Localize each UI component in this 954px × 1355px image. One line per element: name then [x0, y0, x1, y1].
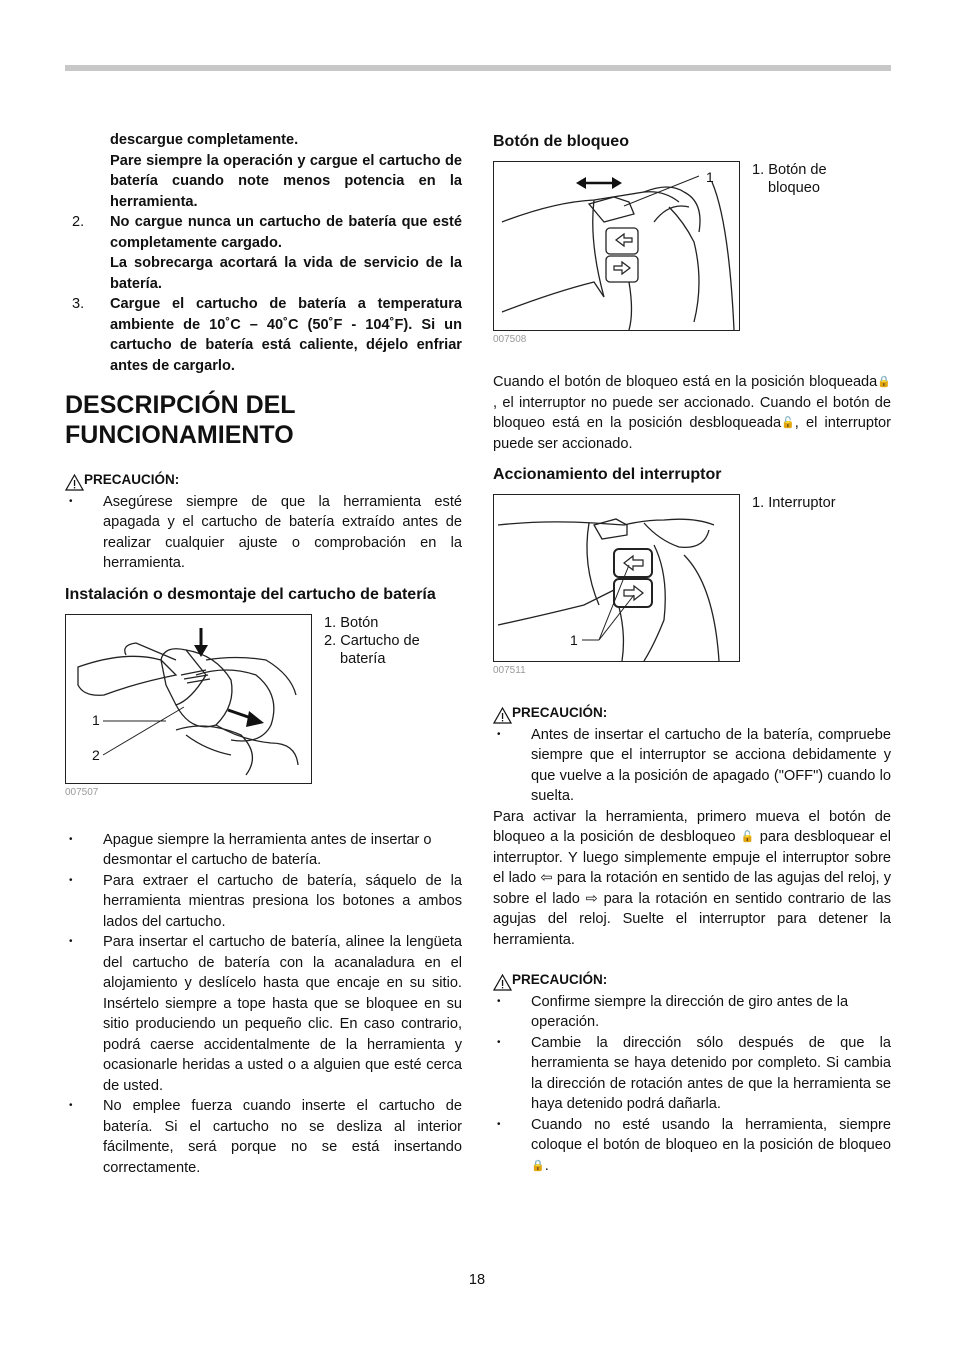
section-heading-line-1: DESCRIPCIÓN DEL	[65, 391, 296, 419]
unlock-icon: 🔓	[740, 831, 755, 843]
numbered-item-2	[65, 212, 462, 294]
list-item	[65, 830, 462, 871]
warning-triangle-icon	[65, 474, 84, 491]
switch-illustration	[493, 494, 740, 662]
section-heading	[65, 390, 462, 450]
figure-lock-button	[493, 161, 891, 331]
arrow-left-icon: ⇦	[540, 870, 553, 886]
bullet-dot: •	[69, 874, 73, 886]
lock-button-illustration	[493, 161, 740, 331]
switch-drawing	[494, 495, 739, 661]
list-item-text: Para insertar el cartucho de batería, alinee la lengüeta del cartucho de batería con la acanaladura en el alojamiento y deslícelo hasta que encaje en su sitio. Insértelo siempre a tope hasta que se bloquee en su sitio produciendo un pequeño clic. En caso contrario, podrá caerse accidentalmente de la herramienta y ocasionarle heridas a usted o a alguien que esté cerca de usted.	[103, 934, 462, 1094]
figure-legend	[324, 614, 420, 784]
text-span: , el interruptor no puede ser accionado.	[493, 394, 755, 411]
legend-item-1b: bloqueo	[768, 180, 820, 196]
intro-line-2: Pare siempre la operación y cargue el cartucho de batería cuando note menos potencia en la herramienta.	[110, 152, 462, 210]
list-item	[65, 1096, 462, 1178]
item-2-text-a: No cargue nunca un cartucho de batería que esté completamente cargado.	[110, 214, 462, 251]
callout-1: 1	[92, 711, 100, 728]
item-2-text-b: La sobrecarga acortará la vida de servicio de la batería.	[110, 255, 462, 292]
lock-icon: 🔒	[877, 376, 891, 388]
list-item-text: Para extraer el cartucho de batería, sáquelo de la herramienta mientras presiona los botones a ambos lados del cartucho.	[103, 872, 462, 930]
figure-legend	[752, 494, 836, 662]
caution-header	[493, 970, 891, 991]
battery-illustration	[65, 614, 312, 784]
text-span: Cuando el botón de bloqueo está en la posición desbloqueada	[493, 394, 892, 431]
text-span: Cuando no esté usando la herramienta, siempre coloque el botón de bloqueo en la posición de bloqueo	[531, 1116, 891, 1153]
numbered-item-3	[65, 294, 462, 376]
caution-item	[493, 992, 891, 1033]
bullet-dot: •	[69, 936, 73, 947]
right-column	[493, 130, 891, 1176]
list-item-text: Apague siempre la herramienta antes de insertar o desmontar el cartucho de batería.	[103, 831, 432, 868]
unlock-icon: 🔓	[781, 417, 795, 429]
caution-item	[493, 1033, 891, 1115]
text-span: para desbloquear el interruptor. Y luego simplemente empuje el interruptor sobre el lado	[493, 829, 892, 886]
caution-item-text	[531, 1115, 891, 1177]
caution-item	[65, 492, 462, 574]
item-number: 3.	[72, 296, 85, 312]
bullet-dot: •	[497, 1118, 501, 1130]
lock-paragraph	[493, 372, 891, 454]
legend-item-1: 1. Botón	[324, 614, 379, 631]
header-rule	[65, 65, 891, 71]
legend-item-2b: batería	[340, 650, 386, 667]
warning-triangle-icon	[493, 707, 512, 724]
callout-1: 1	[706, 169, 714, 185]
sub-heading-battery: Instalación o desmontaje del cartucho de batería	[65, 585, 436, 603]
warning-triangle-icon	[493, 974, 512, 991]
figure-battery	[65, 614, 462, 784]
lock-drawing	[494, 162, 739, 330]
legend-item-2: 2. Cartucho de	[324, 632, 420, 649]
caution-item	[493, 725, 891, 807]
bullet-dot: •	[497, 1036, 501, 1048]
section-heading-line-2: FUNCIONAMIENTO	[65, 421, 294, 449]
caution-label: PRECAUCIÓN:	[512, 972, 608, 987]
caution-item	[493, 1115, 891, 1177]
legend-item-1: 1. Botón de	[752, 162, 827, 178]
battery-drawing	[66, 615, 311, 783]
bullet-dot: •	[69, 833, 73, 845]
bullet-list	[65, 830, 462, 1179]
list-item-text: No emplee fuerza cuando inserte el cartucho de batería. Si el cartucho no se desliza al interior fácilmente, será porque no se está insertando correctamente.	[103, 1098, 462, 1176]
text-span: para la rotación en sentido de las agujas del reloj, y sobre el lado	[493, 870, 892, 907]
list-item	[65, 871, 462, 933]
caution-label: PRECAUCIÓN:	[512, 705, 608, 720]
text-span: .	[544, 1157, 549, 1174]
bullet-dot: •	[497, 995, 501, 1007]
item-3-text: Cargue el cartucho de batería a temperatura ambiente de 10˚C – 40˚C (50˚F - 104˚F). Si un cartucho de batería está caliente, déjelo enfriar antes de cargarlo.	[110, 296, 462, 374]
bullet-dot: •	[497, 728, 501, 740]
arrow-right-icon: ⇨	[585, 890, 598, 907]
switch-paragraph	[493, 807, 891, 951]
figure-legend	[752, 161, 827, 331]
page-number: 18	[468, 1272, 486, 1288]
caution-label: PRECAUCIÓN:	[84, 472, 180, 487]
text-span: Cuando el botón de bloqueo está en la posición bloqueada	[493, 374, 878, 390]
caution-item-text: Cambie la dirección sólo después de que la herramienta se haya detenido por completo. Si cambia la dirección de rotación antes de que la herramienta se haya detenido podrá dañarla.	[531, 1034, 891, 1112]
lock-icon: 🔒	[531, 1159, 545, 1172]
caution-header	[493, 703, 891, 724]
callout-2: 2	[92, 746, 100, 763]
legend-item-1: 1. Interruptor	[752, 495, 836, 511]
text-span: Para activar la herramienta, primero mueva el botón de bloqueo a la posición de desbloqueo	[493, 808, 891, 845]
intro-line-1: descargue completamente.	[110, 132, 299, 148]
list-item	[65, 932, 462, 1096]
bullet-dot: •	[69, 495, 73, 507]
left-column	[65, 130, 462, 1178]
heading-lock-button: Botón de bloqueo	[493, 133, 629, 150]
caution-item-text: Antes de insertar el cartucho de la batería, compruebe siempre que el interruptor se acciona debidamente y que vuelve a la posición de apagado ("OFF") cuando lo suelta.	[531, 726, 891, 804]
figure-switch	[493, 494, 891, 662]
callout-1: 1	[570, 632, 578, 648]
caution-header	[65, 470, 462, 491]
bullet-dot: •	[69, 1100, 73, 1111]
figure-code: 007507	[65, 786, 99, 798]
text-span: , el interruptor puede ser accionado.	[493, 415, 891, 452]
text-span: para la rotación en sentido contrario de las agujas del reloj. Suelte el interruptor para detener la herramienta.	[493, 890, 891, 948]
heading-switch: Accionamiento del interruptor	[493, 466, 722, 483]
caution-item-text: Confirme siempre la dirección de giro antes de la operación.	[531, 993, 849, 1030]
caution-item-text: Asegúrese siempre de que la herramienta esté apagada y el cartucho de batería extraído antes de realizar cualquier ajuste o comprobación en la herramienta.	[103, 493, 462, 571]
figure-code: 007508	[493, 334, 527, 345]
figure-code: 007511	[493, 665, 526, 676]
item-number: 2.	[72, 214, 85, 230]
